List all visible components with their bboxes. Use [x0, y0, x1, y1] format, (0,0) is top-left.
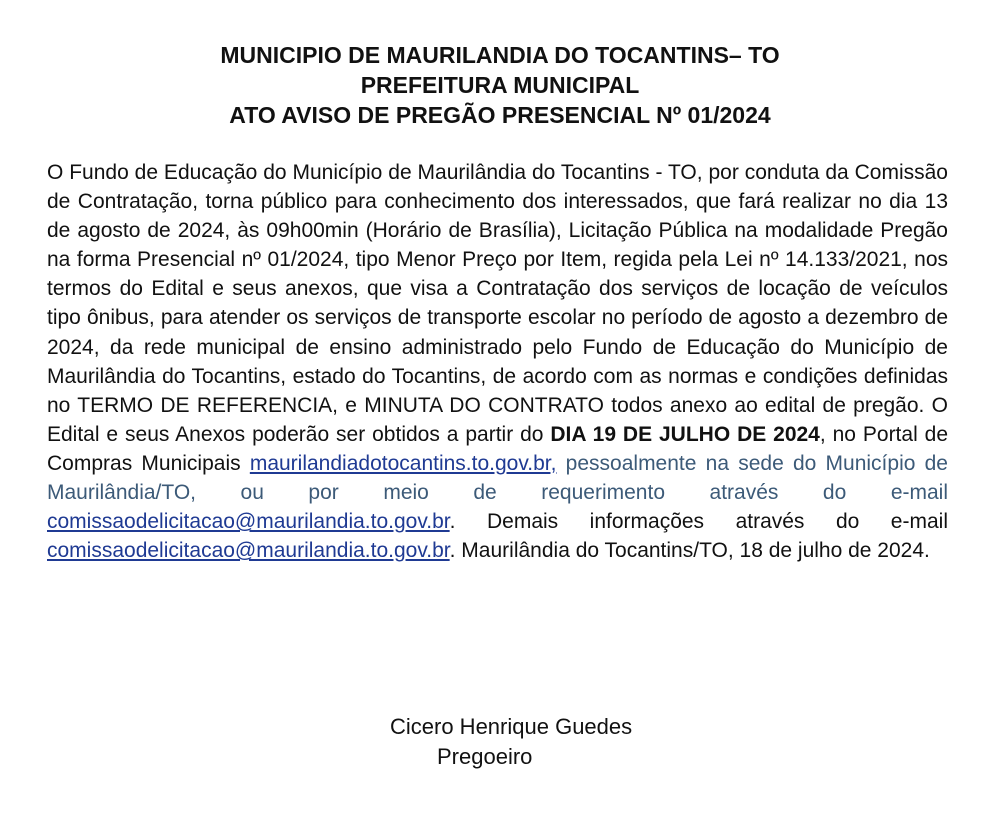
body-text-part4: . Demais informações através do e-mail [449, 510, 948, 534]
prefecture-title: PREFEITURA MUNICIPAL [360, 72, 640, 98]
body-text-part5: . Maurilândia do Tocantins/TO, 18 de julho de 2024. [449, 539, 930, 563]
body-text-part3: pessoalmente na sede do Município de Maurilândia/TO, ou por meio de requerimento através do e-mail [47, 451, 948, 505]
notice-body [47, 158, 948, 565]
notice-title: ATO AVISO DE PREGÃO PRESENCIAL Nº 01/2024 [229, 102, 771, 128]
portal-link[interactable]: maurilandiadotocantins.to.gov.br, [249, 451, 557, 475]
municipality-title: MUNICIPIO DE MAURILANDIA DO TOCANTINS– TO [220, 42, 780, 68]
signatory-role: Pregoeiro [437, 744, 533, 769]
email-link-1[interactable]: comissaodelicitacao@maurilandia.to.gov.br [47, 510, 450, 534]
notice-header [0, 40, 1000, 130]
body-text-part1: O Fundo de Educação do Município de Maurilândia do Tocantins - TO, por conduta da Comissão de Contratação, torna público para conhecimento dos interessados, que fará realizar no dia 13 de agosto de 2024, às 09h00min (Horário de Brasília), Licitação Pública na modalidade Pregão na forma Presencial nº 01/2024, tipo Menor Preço por Item, regida pela Lei nº 14.133/2021, nos termos do Edital e seus anexos, que visa a Contratação dos serviços de locação de veículos tipo ônibus, para atender os serviços de transporte escolar no período de agosto a dezembro de 2024, da rede municipal de ensino administrado pelo Fundo de Educação do Município de Maurilândia do Tocantins, estado do Tocantins, de acordo com as normas e condições definidas no TERMO DE REFERENCIA, e MINUTA DO CONTRATO todos anexo ao edital de pregão. O Edital e seus Anexos poderão ser obtidos a partir do [47, 161, 948, 446]
availability-date: DIA 19 DE JULHO DE 2024 [550, 422, 820, 446]
body-text-part2: , no Portal de Compras Municipais [47, 422, 949, 475]
signature-block [390, 712, 690, 772]
signatory-name: Cicero Henrique Guedes [390, 714, 633, 739]
email-link-2[interactable]: comissaodelicitacao@maurilandia.to.gov.br [47, 539, 450, 563]
